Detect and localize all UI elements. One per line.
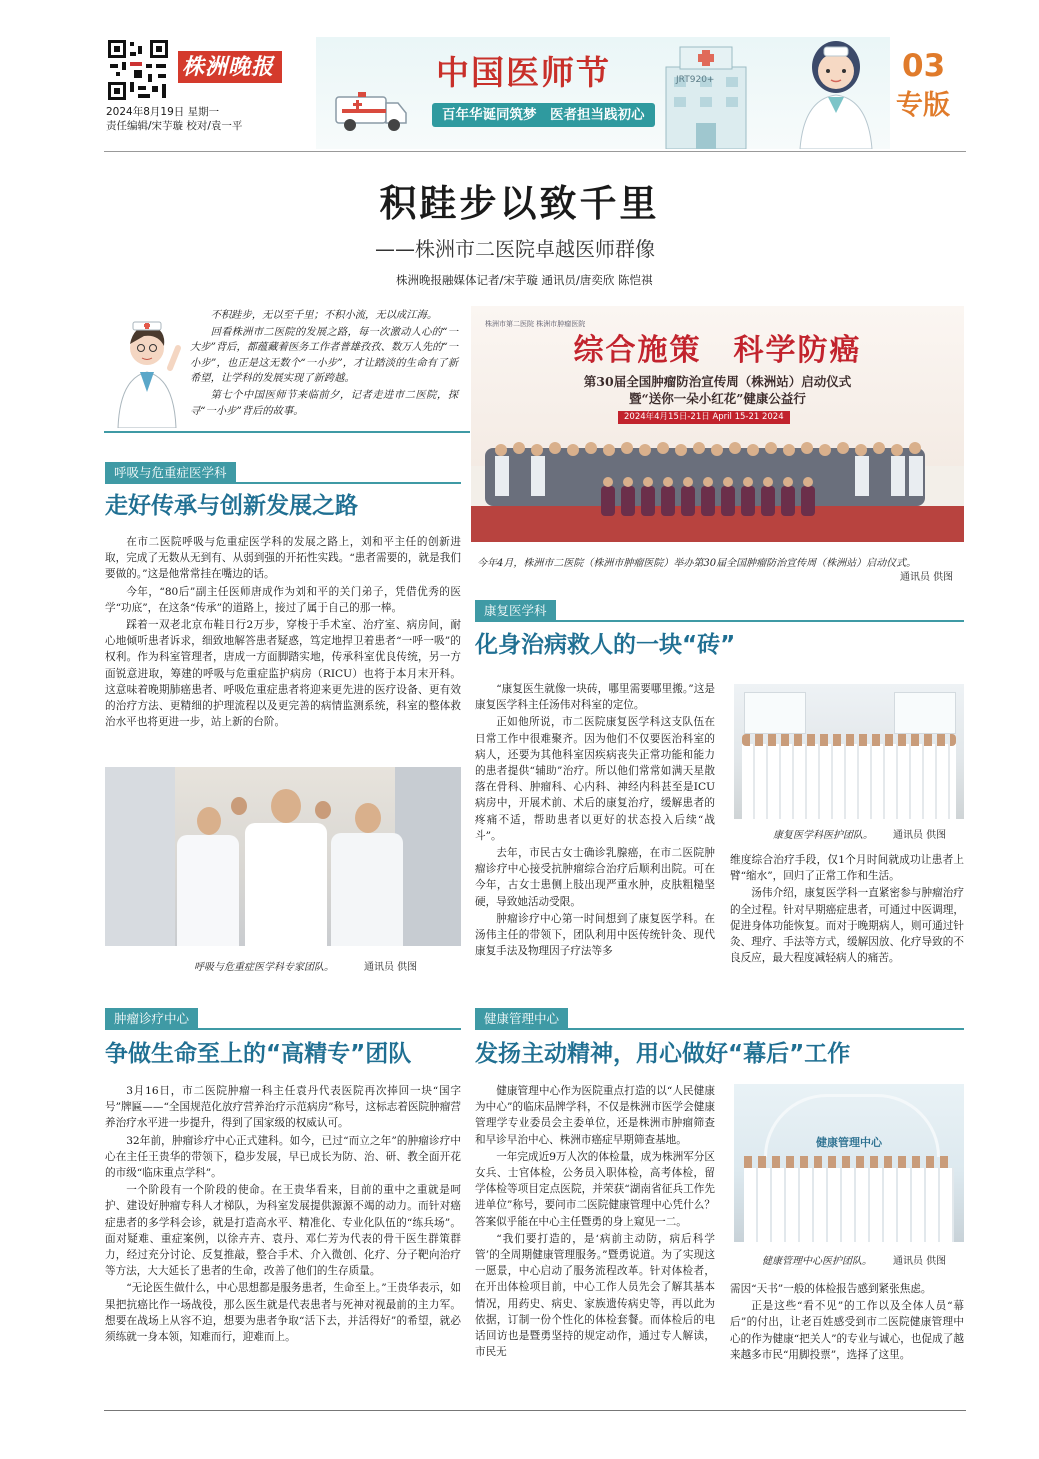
intro-paragraph: 第七个中国医师节来临前夕，记者走进市二医院，探寻“一小步”背后的故事。	[190, 388, 458, 417]
section4-body-left	[475, 1083, 715, 1360]
ambulance-icon	[334, 89, 408, 133]
person	[231, 797, 247, 815]
section1-photo-credit: 通讯员 供图	[364, 962, 418, 973]
section3-body	[105, 1083, 461, 1345]
banner-line1: 第30届全国肿瘤防治宣传周（株洲站）启动仪式	[583, 374, 852, 389]
cartoon-doctor-icon	[784, 37, 888, 149]
section2-paragraph: 维度综合治疗手段，仅1个月时间就成功让患者上臂“缩水”，回归了正常工作和生活。	[730, 854, 964, 883]
photo-sign: 健康管理中心	[816, 1136, 882, 1149]
section3-paragraph: 3月16日，市二医院肿瘤一科主任袁丹代表医院再次捧回一块“国字号”牌匾——“全国规范化放疗营养治疗示范病房”称号，这标志着医院肿瘤营养治疗水平进一步提升，得到了国家级的权威认可。	[105, 1085, 461, 1130]
masthead-rule	[104, 151, 966, 152]
photo-window	[744, 692, 806, 734]
hospital-logo: 株洲市第二医院 株洲市肿瘤医院	[485, 320, 586, 328]
intro-paragraph: 不积跬步，无以至千里；不积小流，无以成江海。	[210, 309, 438, 321]
section1-photo	[105, 767, 461, 946]
staff-heads	[742, 734, 956, 746]
person	[331, 833, 403, 946]
section1-body	[105, 534, 461, 730]
person	[355, 803, 381, 833]
photo-wall	[105, 767, 175, 946]
section2-photo	[734, 684, 964, 819]
section2-paragraph: 肿瘤诊疗中心第一时间想到了康复医学科。在汤伟主任的带领下，团队利用中医传统针灸、现代康复手法及物理因子疗法等多	[475, 912, 715, 958]
hospital-building-icon	[646, 45, 766, 149]
banner-line2: 暨“送你一朵小红花”健康公益行	[629, 391, 806, 406]
section1-title: 走好传承与创新发展之路	[105, 493, 358, 519]
section3-tag: 肿瘤诊疗中心	[105, 1008, 198, 1029]
headline-byline: 株洲晚报融媒体记者/宋芋璇 通讯员/唐奕欣 陈恺祺	[396, 273, 653, 287]
intro-text	[190, 308, 458, 419]
section4-paragraph: 健康管理中心作为医院重点打造的以“人民健康为中心”的临床品牌学科，不仅是株洲市医学会健康管理学专业委员会主委单位，还是株洲市肿瘤筛查和早诊早治中心、株洲市癌症早期筛查基地。	[475, 1085, 715, 1146]
section1-paragraph: 今年，“80后”副主任医师唐成作为刘和平的关门弟子，凭借优秀的医学“功底”，在这条“传承”的道路上，接过了属于自己的那一棒。	[105, 585, 461, 614]
editor-line: 责任编辑/宋芋璇 校对/袁一平	[106, 120, 243, 132]
footer-rule	[104, 1410, 966, 1411]
section4-paragraph: “我们要打造的，是‘病前主动防，病后科学管’的全周期健康管理服务。”暨勇说道。为了实现这一愿景，中心启动了服务流程改革。针对体检者，在开出体检项目前，中心工作人员先会了解其基本情况，用药史、病史、家族遗传病史等，再以此为依据，订制一份个性化的体检套餐。而体检后的电话回访也是暨勇坚持的规定动作，通过专人解读，市民无	[475, 1232, 715, 1359]
festival-slogan: 百年华诞同筑梦 医者担当践初心	[432, 103, 655, 127]
building-sign: JRT920+	[676, 75, 715, 85]
section2-tag: 康复医学科	[475, 600, 556, 621]
section3-paragraph: “无论医生做什么，中心思想都是服务患者，生命至上。”王贵华表示，如果把抗癌比作一场战役，那么医生就是代表患者与死神对视最前的主力军。想要在战场上从容不迫，想要为患者争取“活下去，并活得好”的希望，就必须练就一身本领，知难而行，迎难而上。	[105, 1282, 461, 1344]
section1-rule	[105, 482, 461, 484]
section4-photo	[734, 1084, 964, 1242]
top-photo-credit: 通讯员 供图	[900, 572, 954, 583]
staff-row	[744, 1168, 954, 1242]
section2-paragraph: “康复医生就像一块砖，哪里需要哪里搬。”这是康复医学科主任汤伟对科室的定位。	[475, 683, 715, 712]
headline-subtitle: ——株洲市二医院卓越医师群像	[375, 237, 655, 261]
headline-title: 积跬步以致千里	[379, 182, 660, 225]
section2-photo-caption: 康复医学科医护团队。	[773, 830, 873, 841]
section2-rule	[475, 620, 964, 622]
person	[197, 807, 221, 835]
page-type: 专版	[896, 90, 950, 121]
staff-heads	[744, 1156, 954, 1168]
intro-paragraph: 回看株洲市二医院的发展之路，每一次激动人心的“一大步”背后，都蕴藏着医务工作者普雄孜孜、数万人先的“一小步”，也正是这无数个“一小步”，才让踏淡的生命有了新希望，让学科的发展实现了新跨越。	[190, 325, 458, 385]
section4-tag: 健康管理中心	[475, 1008, 568, 1029]
top-photo	[471, 306, 964, 542]
section2-photo-credit: 通讯员 供图	[893, 830, 947, 841]
section2-body-left	[475, 681, 715, 959]
section1-tag: 呼吸与危重症医学科	[105, 462, 236, 483]
top-photo-caption: 今年4月，株洲市二医院（株洲市肿瘤医院）举办第30届全国肿瘤防治宣传周（株洲站）启动仪式。	[477, 558, 917, 569]
section1-photo-caption: 呼吸与危重症医学科专家团队。	[194, 962, 334, 973]
person	[245, 823, 327, 946]
section2-title: 化身治病救人的一块“砖”	[475, 632, 736, 658]
section4-paragraph: 需因“天书”一般的体检报告感到紧张焦虑。	[730, 1283, 932, 1295]
section4-title: 发扬主动精神，用心做好“幕后”工作	[475, 1041, 851, 1067]
section4-paragraph: 正是这些“看不见”的工作以及全体人员“幕后”的付出，让老百姓感受到市二医院健康管理中心的作为健康“把关人”的专业与诚心，也促成了越来越多市民“用脚投票”，选择了这里。	[730, 1300, 964, 1361]
festival-title: 中国医师节	[436, 53, 611, 92]
banner-date: 2024年4月15日-21日 April 15-21 2024	[618, 411, 790, 424]
qr-code	[106, 38, 170, 102]
section3-title: 争做生命至上的“高精专”团队	[105, 1041, 412, 1067]
page-number: 03	[902, 48, 946, 84]
section4-photo-credit: 通讯员 供图	[893, 1256, 947, 1267]
banner-main: 综合施策 科学防癌	[573, 333, 862, 368]
masthead	[106, 37, 964, 152]
section4-body-right	[730, 1281, 964, 1363]
section2-body-right	[730, 852, 964, 966]
person	[315, 801, 331, 819]
section2-paragraph: 去年，市民古女士确诊乳腺癌，在市二医院肿瘤诊疗中心接受抗肿瘤综合治疗后顺利出院。可在今年，古女士患侧上肢出现严重水肿，皮肤粗糙坚硬，导致她活动受限。	[475, 847, 715, 908]
paper-name: 株洲晚报	[182, 54, 275, 80]
date-line: 2024年8月19日 星期一	[106, 106, 220, 118]
section4-photo-caption: 健康管理中心医护团队。	[762, 1256, 872, 1267]
intro-rule	[104, 431, 470, 433]
person	[177, 835, 239, 946]
section1-paragraph: 在市二医院呼吸与危重症医学科的发展之路上，刘和平主任的创新进取，完成了无数从无到有、从弱到强的开拓性实践。“患者需要的，就是我们要做的。”这是他常常挂在嘴边的话。	[105, 536, 461, 581]
section3-rule	[105, 1028, 461, 1030]
section4-paragraph: 一年完成近9万人次的体检量，成为株洲军分区女兵、士官体检，公务员入职体检，高考体检，留学体检等项目定点医院，并荣获“湖南省征兵工作先进单位”称号，要问市二医院健康管理中心凭什么？答案似乎能在中心主任暨勇的身上窥见一二。	[475, 1150, 715, 1228]
section2-paragraph: 汤伟介绍，康复医学科一直紧密参与肿瘤治疗的全过程。针对早期癌症患者，可通过中医调理，促进身体功能恢复。而对于晚期病人，则可通过针灸、理疗、手法等方式，缓解因放、化疗导致的不良反应，最大程度减轻病人的痛苦。	[730, 887, 964, 965]
group-photo-crowd	[471, 428, 964, 542]
doctor-illustration	[108, 308, 186, 428]
photo-wall	[395, 767, 461, 946]
section2-paragraph: 正如他所说，市二医院康复医学科这支队伍在日常工作中很难聚齐。因为他们不仅要医治科室的病人，还要为其他科室因疾病丧失正常功能和能力的患者提供“辅助”治疗。所以他们常常如满天星散落在骨科、肿瘤科、心内科、神经内科甚至是ICU病房中，开展术前、术后的康复治疗，缓解患者的疼痛不适，帮助患者以更好的状态投入后续“战斗”。	[475, 716, 715, 842]
person	[271, 789, 301, 823]
section3-paragraph: 32年前，肿瘤诊疗中心正式建科。如今，已过“而立之年”的肿瘤诊疗中心在主任王贵华的带领下，稳步发展，早已成长为防、治、研、教全面开花的市级“临床重点学科”。	[105, 1134, 461, 1180]
section4-rule	[475, 1028, 964, 1030]
section1-paragraph: 踩着一双老北京布鞋日行2万步，穿梭于手术室、治疗室、病房间，耐心地倾听患者诉求，细致地解答患者疑惑，笃定地捍卫着患者“一呼一吸”的权利。作为科室管理者，唐成一方面脚踏实地，传承科室优良传统，另一方面锐意进取，筹建的呼吸与危重症监护病房（RICU）也将于本月末开科。这意味着晚期肺癌患者、呼吸危重症患者将迎来更先进的医疗设备、更有效的治疗方法、更精细的护理流程以及更完善的病情监测系统，科室的整体救治水平也将更进一步，站上新的台阶。	[105, 619, 461, 729]
staff-row	[742, 744, 956, 819]
photo-window	[894, 692, 956, 734]
paper-logo	[178, 51, 282, 83]
festival-banner	[316, 37, 890, 149]
section3-paragraph: 一个阶段有一个阶段的使命。在王贵华看来，目前的重中之重就是呵护、建设好肿瘤专科人才梯队，为科室发展提供源源不竭的动力。而针对癌症患者的多学科会诊，就是打造高水平、精准化、专业化队伍的“练兵场”。面对疑难、重症案例，以徐卉卉、袁丹、邓仁芳为代表的骨干医生群策群力，经过充分讨论、反复推敲，整合手术、介入微创、化疗、分子靶向治疗等方法，大大延长了患者的生命，改善了他们的生存质量。	[105, 1184, 461, 1278]
